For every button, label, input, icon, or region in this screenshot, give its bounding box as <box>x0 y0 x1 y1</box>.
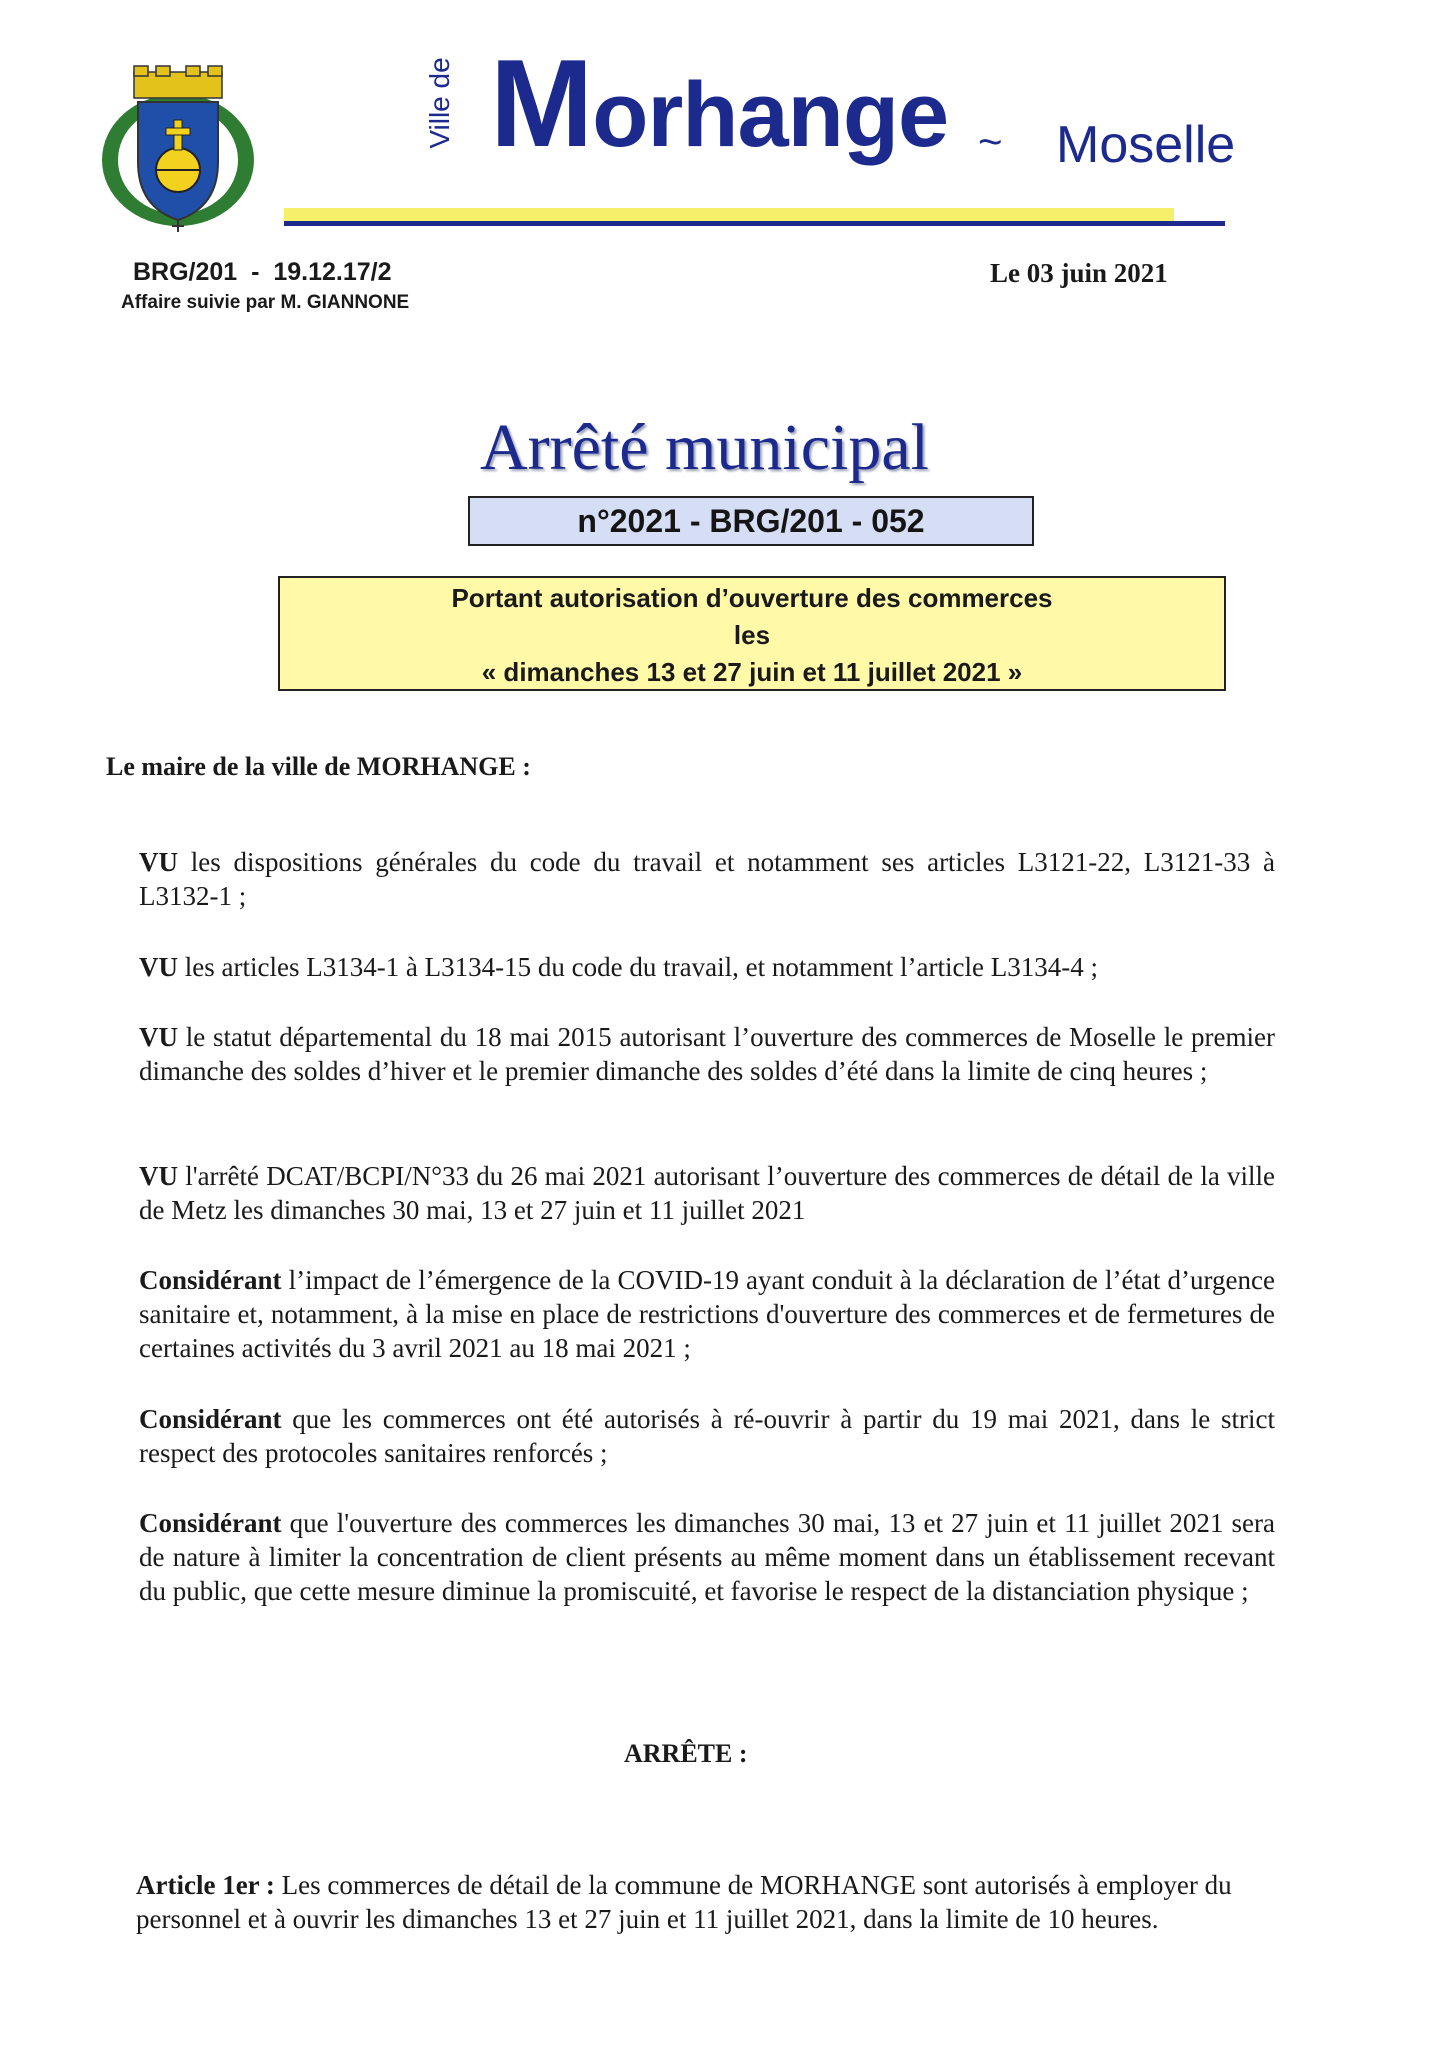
city-initial: M <box>490 35 593 173</box>
arrete-number: n°2021 - BRG/201 - 052 <box>468 496 1034 546</box>
header-blue-rule <box>284 221 1225 226</box>
consideration-paragraph: Considérant que les commerces ont été autorisés à ré-ouvrir à partir du 19 mai 2021, dans le strict respect des protocoles sanitaires renforcés ; <box>139 1404 1275 1468</box>
consideration-paragraph: Considérant l’impact de l’émergence de la COVID-19 ayant conduit à la déclaration de l’état d’urgence sanitaire et, notamment, à la mise en place de restrictions d'ouverture des commerces et de fermetures de certaines activités du 3 avril 2021 au 18 mai 2021 ; <box>139 1265 1275 1363</box>
object-line-3: « dimanches 13 et 27 juin et 11 juillet 2021 » <box>481 657 1023 687</box>
document-title: Arrêté municipal <box>480 411 929 484</box>
consideration-paragraph: VU les dispositions générales du code du travail et notamment ses articles L3121-22, L3121-33 à L3132-1 ; <box>139 847 1275 911</box>
article-1: Article 1er : Les commerces de détail de la commune de MORHANGE sont autorisés à employer du personnel et à ouvrir les dimanches 13 et 27 juin et 11 juillet 2021, dans la limite de 10 heures. <box>136 1870 1232 1934</box>
department-name: Moselle <box>1056 116 1236 174</box>
consideration-paragraph: VU le statut départemental du 18 mai 2015 autorisant l’ouverture des commerces de Moselle le premier dimanche des soldes d’hiver et le premier dimanche des soldes d’été dans la limite de cinq heures ; <box>139 1022 1275 1086</box>
arrete-heading: ARRÊTE : <box>624 1739 748 1768</box>
object-line-1: Portant autorisation d’ouverture des commerces <box>451 583 1053 613</box>
crest-shield-icon <box>98 62 258 234</box>
maire-heading: Le maire de la ville de MORHANGE : <box>106 752 531 781</box>
header-separator: ~ <box>978 118 1003 165</box>
city-name <box>490 35 949 173</box>
city-crest <box>98 62 258 234</box>
document-date: Le 03 juin 2021 <box>990 258 1168 288</box>
reference-code: BRG/201 - 19.12.17/2 <box>133 258 392 286</box>
consideration-paragraph: VU les articles L3134-1 à L3134-15 du code du travail, et notamment l’article L3134-4 ; <box>139 952 1098 982</box>
consideration-paragraph: VU l'arrêté DCAT/BCPI/N°33 du 26 mai 2021 autorisant l’ouverture des commerces de détail de la ville de Metz les dimanches 30 mai, 13 et 27 juin et 11 juillet 2021 <box>139 1161 1275 1225</box>
object-line-2: les <box>733 620 771 650</box>
ville-de-label: Ville de <box>424 57 455 149</box>
consideration-paragraph: Considérant que l'ouverture des commerces les dimanches 30 mai, 13 et 27 juin et 11 juillet 2021 sera de nature à limiter la concentration de client présents au même moment dans un établissement recevant du public, que cette mesure diminue la promiscuité, et favorise le respect de la distanciation physique ; <box>139 1508 1275 1606</box>
followed-by: Affaire suivie par M. GIANNONE <box>121 292 410 313</box>
city-name-rest: orhange <box>592 64 949 166</box>
header-yellow-rule <box>284 208 1174 221</box>
object-box <box>278 576 1226 691</box>
